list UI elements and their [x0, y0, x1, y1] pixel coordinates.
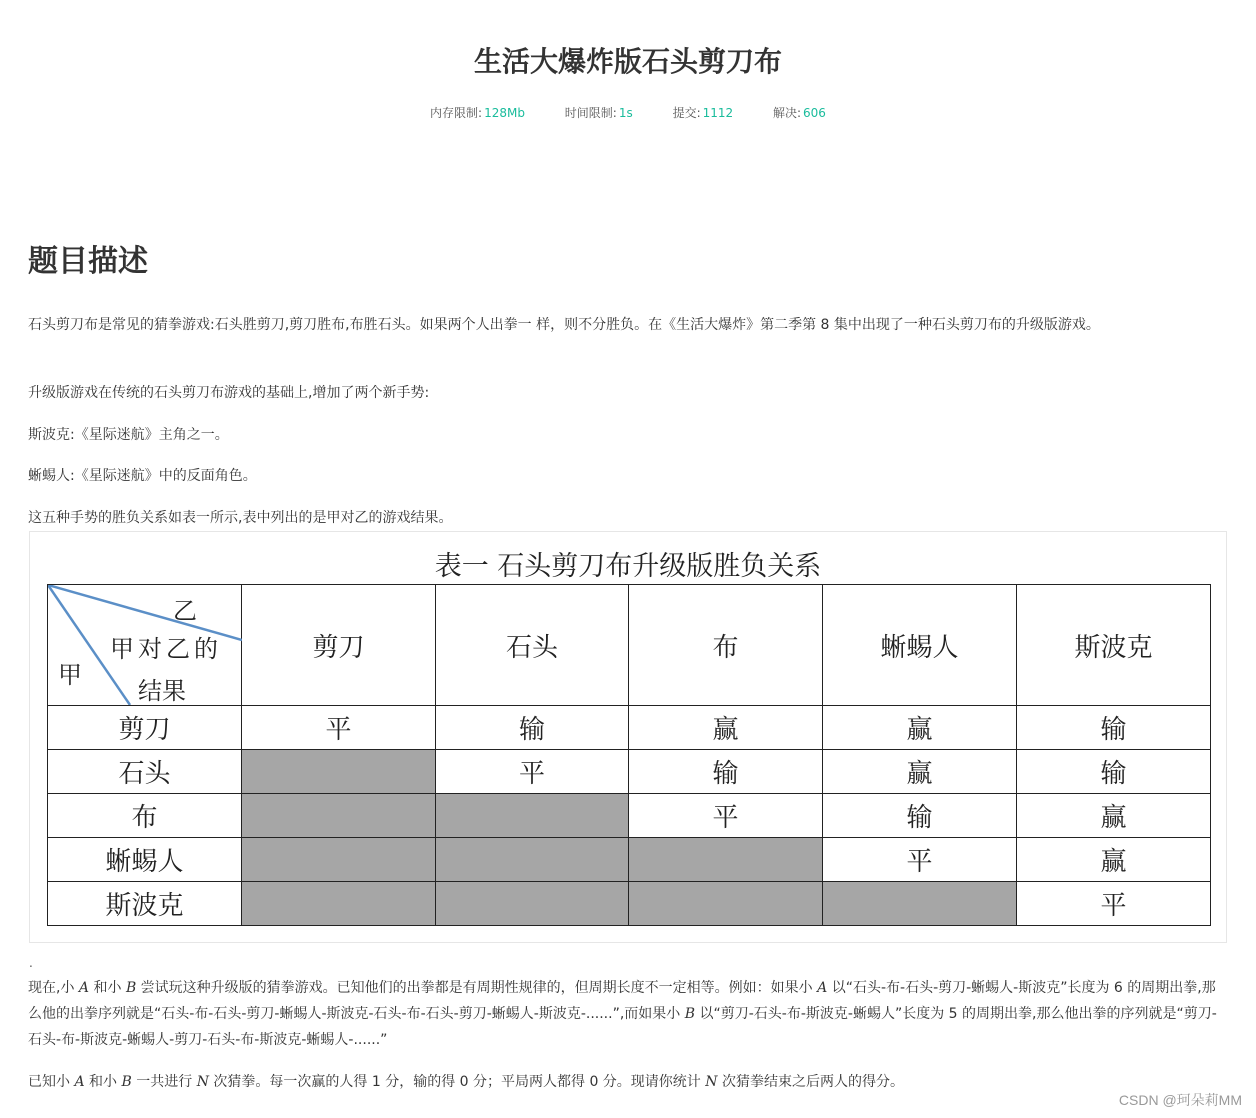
math-variable: B: [125, 980, 137, 996]
column-header: 斯波克: [1017, 585, 1211, 706]
table-caption: 表一 石头剪刀布升级版胜负关系: [434, 551, 822, 582]
problem-meta: [0, 104, 1256, 121]
corner-label-b: 乙: [173, 597, 197, 625]
table-cell: 赢: [629, 706, 823, 750]
row-header: 石头: [48, 750, 242, 794]
description-paragraph: 斯波克:《星际迷航》主角之一。: [28, 427, 229, 443]
shaded-cell: [242, 882, 436, 926]
rules-table: [47, 584, 1211, 926]
table-cell: 平: [823, 838, 1017, 882]
table-corner-cell: [48, 585, 242, 706]
shaded-cell: [242, 838, 436, 882]
meta-solved: [773, 104, 826, 121]
text-run: 和小: [89, 980, 126, 996]
table-cell: 输: [823, 794, 1017, 838]
stray-dot: .: [29, 956, 33, 970]
row-header: 剪刀: [48, 706, 242, 750]
meta-label: 内存限制:: [430, 106, 483, 120]
shaded-cell: [436, 882, 629, 926]
table-row: [48, 838, 1211, 882]
table-row: [48, 882, 1211, 926]
table-cell: 赢: [1017, 794, 1211, 838]
shaded-cell: [629, 838, 823, 882]
text-run: 已知小: [28, 1074, 75, 1090]
table-cell: 赢: [823, 750, 1017, 794]
meta-value: 606: [803, 106, 826, 120]
math-variable: B: [684, 1006, 696, 1022]
rules-table-figure: [29, 531, 1227, 943]
description-paragraph: 这五种手势的胜负关系如表一所示,表中列出的是甲对乙的游戏结果。: [28, 510, 453, 526]
table-cell: 输: [1017, 750, 1211, 794]
row-header: 蜥蜴人: [48, 838, 242, 882]
table-row: [48, 794, 1211, 838]
table-cell: 平: [242, 706, 436, 750]
text-run: 次猜拳。每一次赢的人得 1 分，输的得 0 分；平局两人都得 0 分。现请你统计: [208, 1074, 706, 1090]
description-paragraph: 升级版游戏在传统的石头剪刀布游戏的基础上,增加了两个新手势:: [28, 385, 430, 401]
description-paragraph: 石头剪刀布是常见的猜拳游戏:石头胜剪刀,剪刀胜布,布胜石头。如果两个人出拳一 样，则不分胜负。在《生活大爆炸》第二季第 8 集中出现了一种石头剪刀布的升级版游戏。: [28, 317, 1100, 333]
corner-label-mid: 甲对乙的: [110, 635, 222, 663]
table-cell: 平: [1017, 882, 1211, 926]
shaded-cell: [242, 794, 436, 838]
table-header-row: [48, 585, 1211, 706]
shaded-cell: [629, 882, 823, 926]
math-variable: B: [121, 1074, 132, 1090]
table-cell: 输: [436, 706, 629, 750]
column-header: 剪刀: [242, 585, 436, 706]
text-run: 现在,小: [28, 980, 79, 996]
page-title: 生活大爆炸版石头剪刀布: [473, 45, 782, 78]
shaded-cell: [436, 794, 629, 838]
table-row: [48, 706, 1211, 750]
table-cell: 输: [1017, 706, 1211, 750]
meta-value: 1112: [702, 106, 734, 120]
description-paragraph: [28, 1069, 1224, 1095]
shaded-cell: [436, 838, 629, 882]
shaded-cell: [242, 750, 436, 794]
text-run: 一共进行: [131, 1074, 197, 1090]
math-variable: N: [705, 1074, 718, 1090]
text-run: 尝试玩这种升级版的猜拳游戏。已知他们的出拳都是有周期性规律的，但周期长度不一定相等。例如：如果小: [136, 980, 818, 996]
meta-value: 128Mb: [484, 106, 525, 120]
row-header: 布: [48, 794, 242, 838]
meta-label: 提交:: [672, 106, 701, 120]
table-cell: 赢: [1017, 838, 1211, 882]
meta-memory-limit: [430, 104, 525, 121]
table-cell: 赢: [823, 706, 1017, 750]
text-run: 以“石头-布-石头-剪刀-蜥蜴人-斯波克”长度为 6 的周期出拳,那么他的出拳序列就是“石头-布-石头-剪刀-蜥蜴人-斯波克-石头-布-石头-剪刀-蜥蜴人-斯波克-......”,而如果小: [28, 980, 1216, 1022]
math-variable: A: [817, 980, 828, 996]
math-variable: A: [78, 980, 90, 996]
description-paragraph: 蜥蜴人:《星际迷航》中的反面角色。: [28, 468, 257, 484]
meta-label: 解决:: [772, 106, 802, 120]
text-run: 次猜拳结束之后两人的得分。: [717, 1074, 904, 1090]
meta-value: 1s: [618, 106, 633, 120]
corner-label-result: 结果: [138, 677, 186, 705]
text-run: 以“剪刀-石头-布-斯波克-蜥蜴人”长度为 5 的周期出拳,那么他出拳的序列就是“剪刀-石头-布-斯波克-蜥蜴人-剪刀-石头-布-斯波克-蜥蜴人-......”: [28, 1006, 1217, 1048]
meta-submissions: [673, 104, 734, 121]
corner-label-a: 甲: [58, 661, 82, 689]
meta-label: 时间限制:: [564, 106, 617, 120]
table-cell: 平: [629, 794, 823, 838]
section-title: 题目描述: [28, 244, 148, 279]
column-header: 蜥蜴人: [823, 585, 1017, 706]
text-run: 和小: [84, 1074, 122, 1090]
table-row: [48, 750, 1211, 794]
table-cell: 平: [436, 750, 629, 794]
description-paragraph: [28, 975, 1224, 1053]
meta-time-limit: [565, 104, 633, 121]
column-header: 布: [629, 585, 823, 706]
math-variable: A: [74, 1074, 85, 1090]
math-variable: N: [196, 1074, 209, 1090]
shaded-cell: [823, 882, 1017, 926]
row-header: 斯波克: [48, 882, 242, 926]
column-header: 石头: [436, 585, 629, 706]
table-cell: 输: [629, 750, 823, 794]
csdn-watermark: CSDN @珂朵莉MM: [1118, 1092, 1242, 1108]
